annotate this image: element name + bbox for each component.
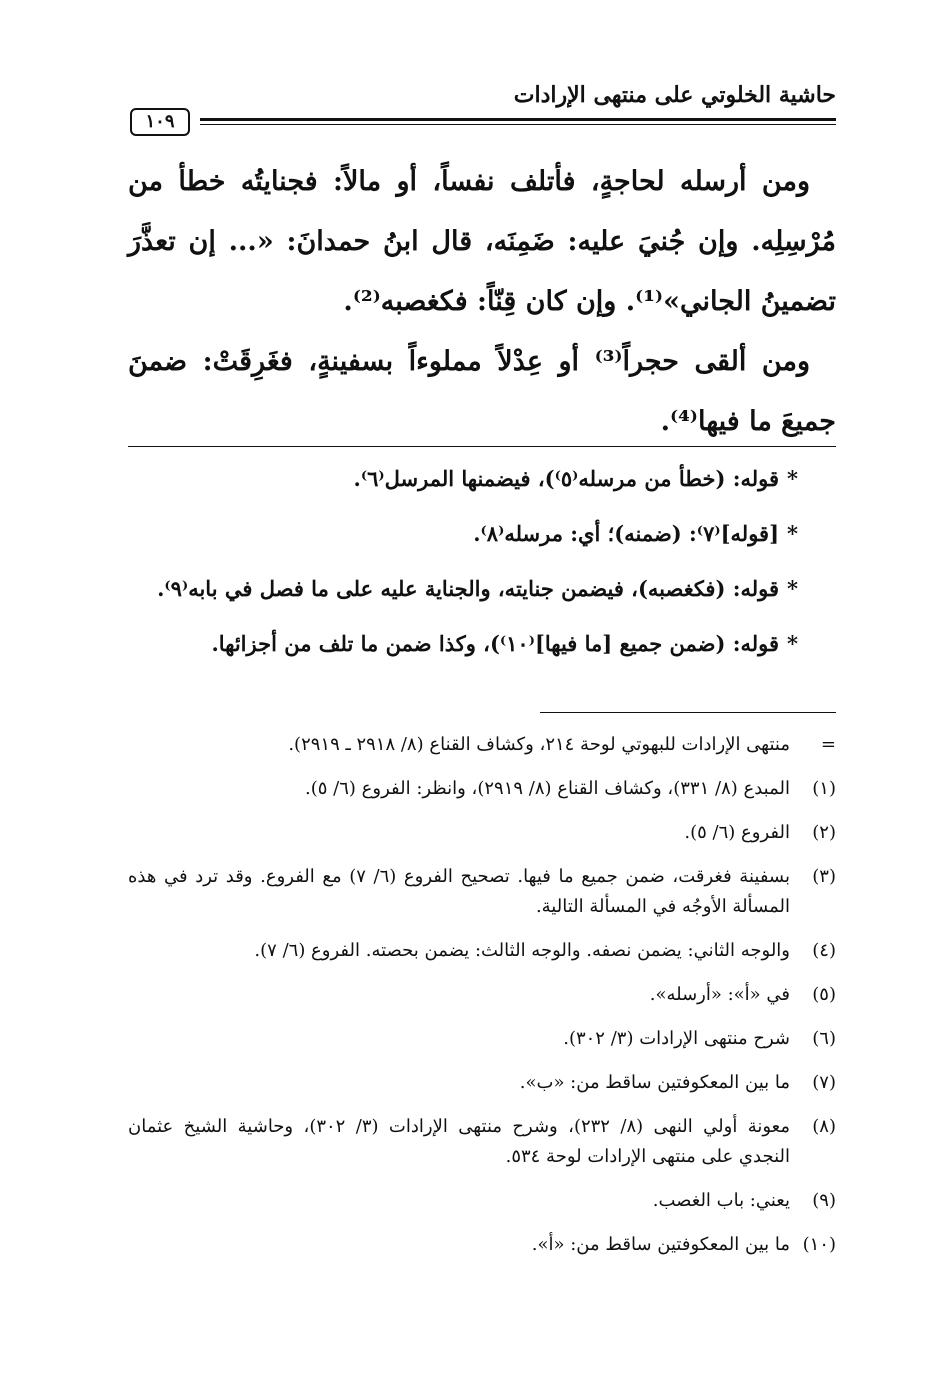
footnote-number: (٧): [812, 1072, 836, 1093]
footnote-number: (١): [812, 778, 836, 799]
footnote: [128, 980, 836, 1010]
commentary-item: [128, 460, 798, 515]
commentary-item: [128, 625, 798, 680]
footnote: [128, 818, 836, 848]
commentary-item: [128, 515, 798, 570]
footnote-text: معونة أولي النهى (٨/ ٢٣٢)، وشرح منتهى الإرادات (٣/ ٣٠٢)، وحاشية الشيخ عثمان النجدي على منتهى الإرادات لوحة ٥٣٤.: [128, 1116, 790, 1167]
bullet-star-icon: *: [787, 631, 798, 656]
footnote-text: ما بين المعكوفتين ساقط من: «أ».: [531, 1234, 790, 1255]
bullet-star-icon: *: [787, 466, 798, 491]
footnotes: [128, 730, 836, 1260]
commentary-text: [قوله]⁽٧⁾: (ضمنه)؛ أي: مرسله⁽٨⁾.: [473, 521, 780, 546]
footnote-number: (٦): [812, 1028, 836, 1049]
footnote-text: المبدع (٨/ ٣٣١)، وكشاف القناع (٨/ ٢٩١٩)، وانظر: الفروع (٦/ ٥).: [305, 778, 790, 799]
main-paragraph: ومن ألقى حجراً⁽³⁾ أو عِدْلاً مملوءاً بسفينةٍ، فغَرِقَتْ: ضمنَ جميعَ ما فيها⁽⁴⁾.: [128, 346, 836, 437]
section-separator: [128, 446, 836, 447]
footnote: [128, 862, 836, 922]
footnote-number: (٩): [812, 1190, 836, 1211]
commentary-text: قوله: (خطأ من مرسله⁽٥⁾)، فيضمنها المرسل⁽٦⁾.: [353, 466, 780, 491]
commentary-item: [128, 570, 798, 625]
footnote-text: الفروع (٦/ ٥).: [684, 822, 790, 843]
commentary-text: قوله: (ضمن جميع [ما فيها]⁽١٠⁾)، وكذا ضمن ما تلف من أجزائها.: [211, 631, 780, 656]
header-rule: [200, 118, 836, 125]
footnote-number: (٨): [812, 1116, 836, 1137]
footnote: [128, 1068, 836, 1098]
commentary-list: [128, 460, 798, 680]
footnote-number: (٤): [812, 940, 836, 961]
main-paragraph: ومن أرسله لحاجةٍ، فأتلف نفساً، أو مالاً: فجنايتُه خطأ من مُرْسِلِه. وإن جُنيَ عليه: ضَمِنَه، قال ابنُ حمدانَ: «... إن تعذَّرَ تضمينُ الجاني»⁽¹⁾. وإن كان قِنّاً: فكغصبه⁽²⁾.: [128, 166, 836, 317]
footnote-separator: [540, 712, 836, 713]
footnote-number: =: [820, 734, 836, 755]
bullet-star-icon: *: [787, 521, 798, 546]
footnote: [128, 730, 836, 760]
commentary-text: قوله: (فكغصبه)، فيضمن جنايته، والجناية عليه على ما فصل في بابه⁽٩⁾.: [157, 576, 780, 601]
footnote-text: يعني: باب الغصب.: [652, 1190, 790, 1211]
footnote: [128, 1230, 836, 1260]
footnote-text: والوجه الثاني: يضمن نصفه. والوجه الثالث: يضمن بحصته. الفروع (٦/ ٧).: [254, 940, 790, 961]
footnote-text: منتهى الإرادات للبهوتي لوحة ٢١٤، وكشاف القناع (٨/ ٢٩١٨ ـ ٢٩١٩).: [288, 734, 790, 755]
footnote: [128, 1112, 836, 1172]
footnote-number: (٢): [812, 822, 836, 843]
footnote-number: (٥): [812, 984, 836, 1005]
footnote-text: بسفينة فغرقت، ضمن جميع ما فيها. تصحيح الفروع (٦/ ٧) مع الفروع. وقد ترد في هذه المسألة الأوجُه في المسألة التالية.: [128, 866, 790, 917]
footnote-number: (١٠): [802, 1234, 836, 1255]
footnote: [128, 1024, 836, 1054]
footnote-text: ما بين المعكوفتين ساقط من: «ب».: [519, 1072, 790, 1093]
footnote-text: شرح منتهى الإرادات (٣/ ٣٠٢).: [563, 1028, 790, 1049]
footnote: [128, 936, 836, 966]
footnote-number: (٣): [812, 866, 836, 887]
running-header-title: حاشية الخلوتي على منتهى الإرادات: [513, 82, 836, 108]
bullet-star-icon: *: [787, 576, 798, 601]
page-number-box: ١٠٩: [130, 108, 190, 136]
footnote: [128, 774, 836, 804]
footnote-text: في «أ»: «أرسله».: [649, 984, 790, 1005]
footnote: [128, 1186, 836, 1216]
main-text: [128, 152, 836, 452]
